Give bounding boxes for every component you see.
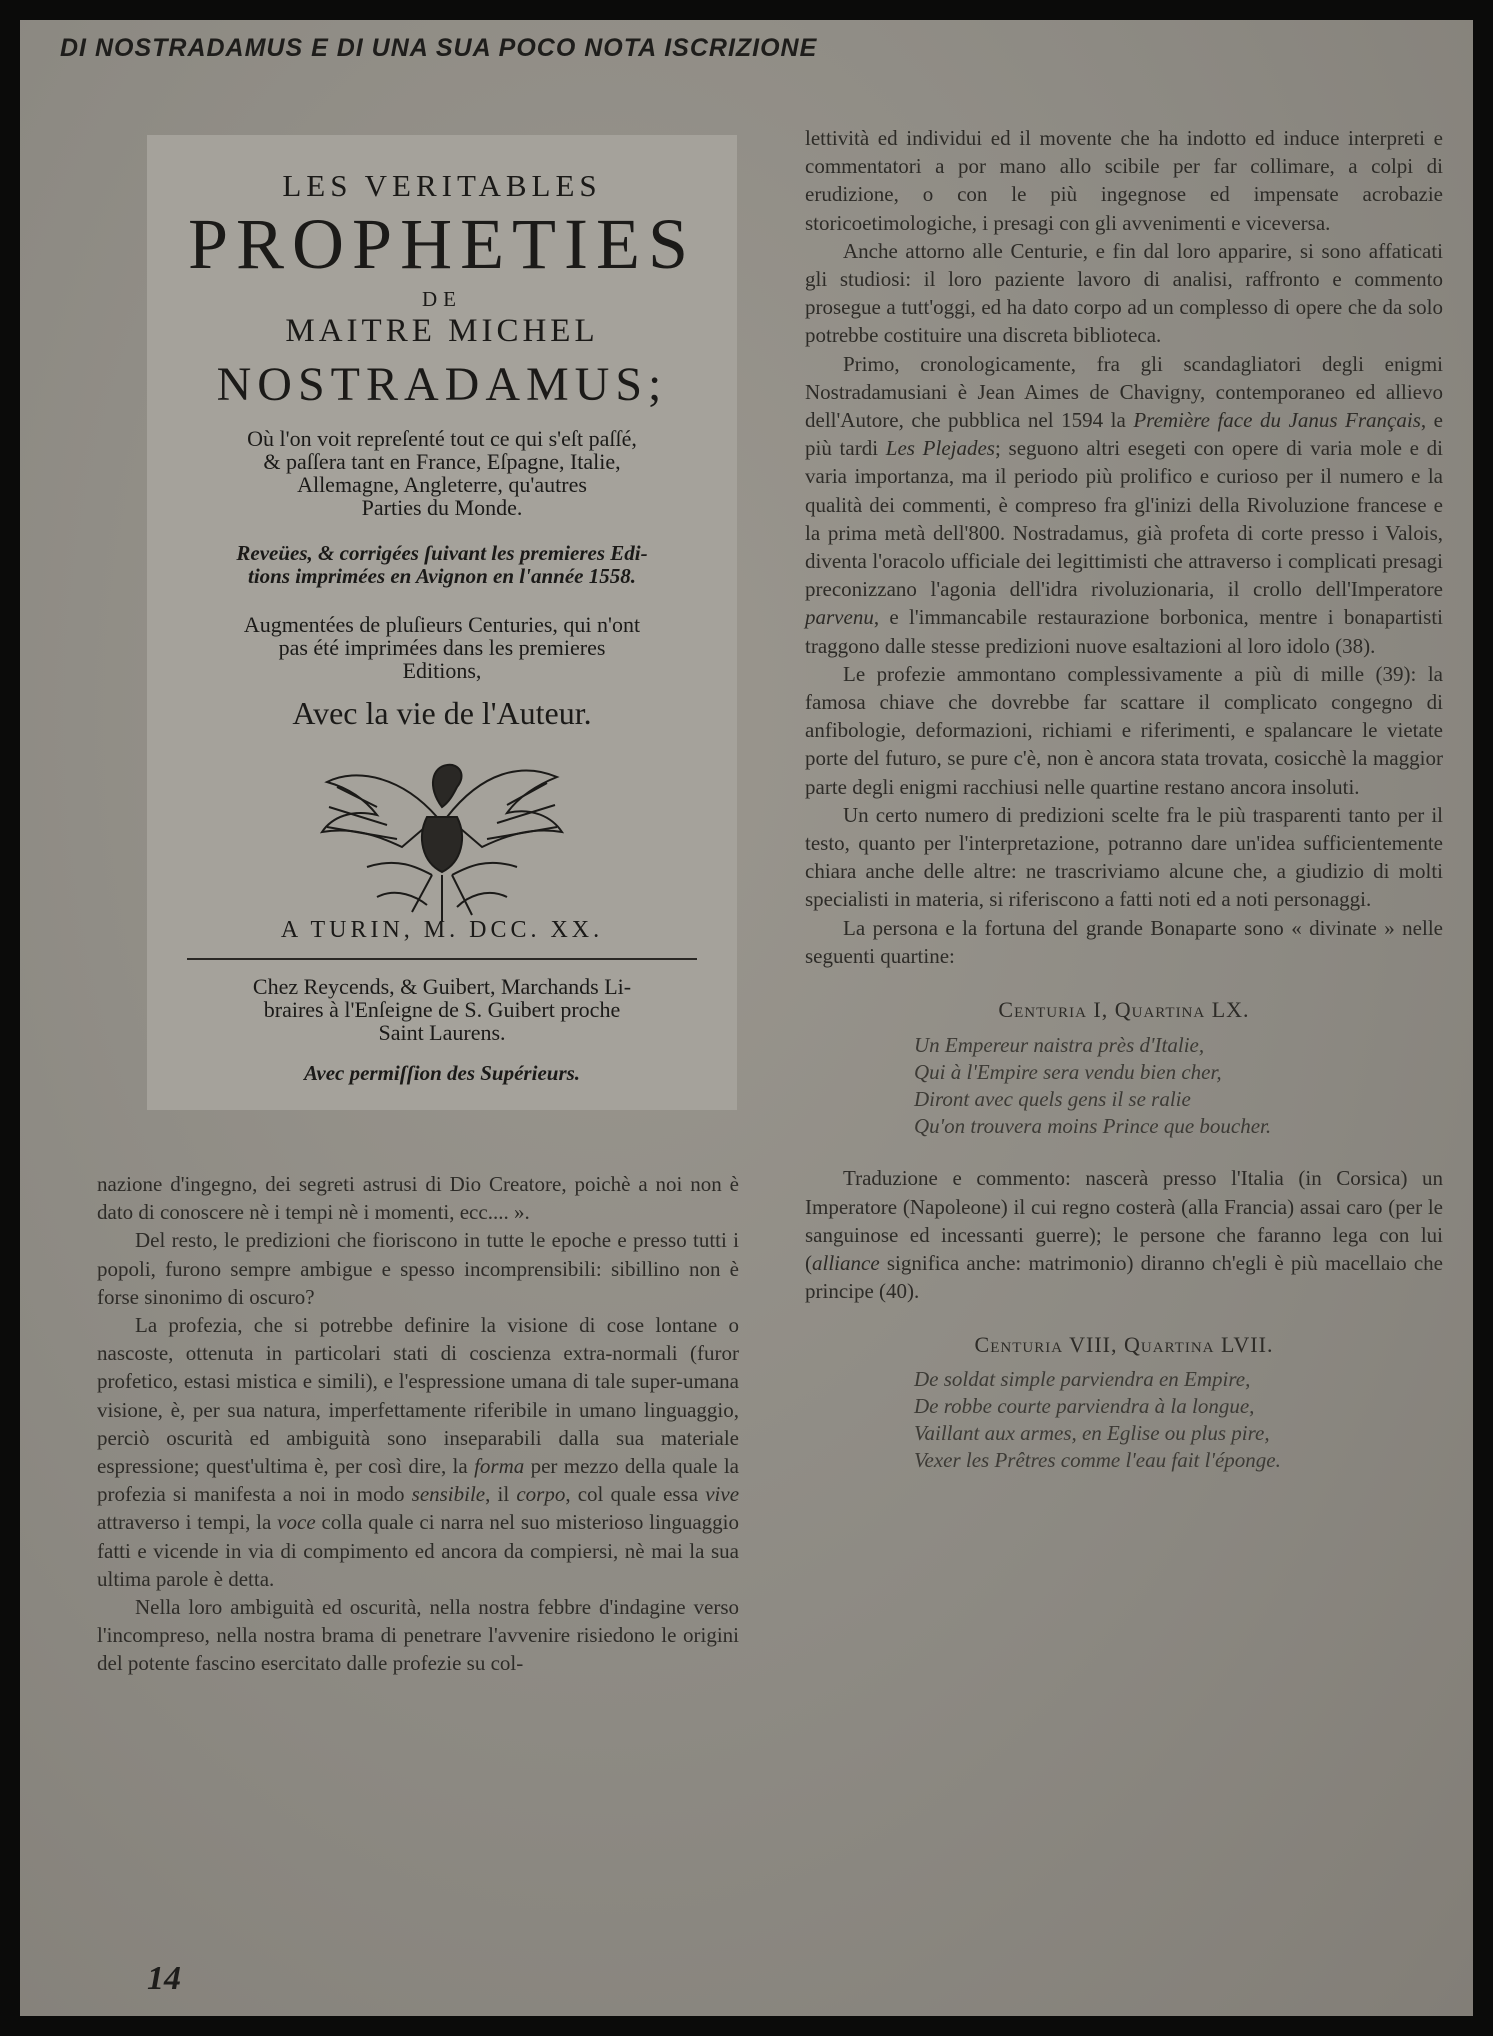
title-page-plate [147, 135, 737, 1110]
plate-publisher-line: Chez Reycends, & Guibert, Marchands Li- [252, 974, 632, 999]
plate-rule [187, 958, 697, 960]
plate-revues [147, 542, 737, 588]
eagle-ornament-icon [307, 747, 577, 937]
plate-revues-line: Reveües, & corrigées ſuivant les premieres Edi- [236, 541, 648, 565]
plate-avec-la-vie: Avec la vie de l'Auteur. [292, 695, 592, 731]
emphasis: Les Plejades [885, 436, 995, 461]
plate-maitre-michel: MAITRE MICHEL [285, 313, 599, 349]
emphasis: sensibile [411, 1482, 486, 1507]
plate-turin: A TURIN, M. DCC. XX. [280, 917, 604, 943]
right-column [805, 124, 1443, 1474]
text-run: Primo, cronologicamente, fra gli scandagliatori degli enigmi Nostradamusiani è Jean Aimes de Chavigny, contemporaneo ed allievo dell'Autore, che pubblica nel 1594 la [805, 351, 1443, 433]
quatrain-line: Vexer les Prêtres comme l'eau fait l'éponge. [914, 1447, 1281, 1472]
emphasis: Première face du Janus Français [1133, 408, 1421, 433]
paragraph: lettività ed individui ed il movente che ha indotto ed induce interpreti e commentatori a por mano allo scibile per far collimare, a colpi di erudizione, o con le più ingegnose ed impensate acrobazie storicoetimologiche, i presagi con gli avvenimenti e viceversa. [805, 126, 1443, 235]
plate-subtitle-line: Allemagne, Angleterre, qu'autres [297, 472, 587, 497]
quatrain-line: De soldat simple parviendra en Empire, [914, 1366, 1251, 1391]
text-run: La profezia, che si potrebbe definire la visione di cose lontane o nascoste, ottenuta in particolari stati di coscienza extra-normali (furor profetico, estasi mistica e simili), e l'espressione umana di tale super-umana visione, è, per sua natura, imperfettamente riferibile in umano linguaggio, perciò oscurità ed ambiguità sono inseparabili dalla sua materiale espressione; quest'ultima è, per così dire, la [97, 1313, 739, 1479]
plate-revues-line: tions imprimées en Avignon en l'année 1558. [248, 564, 636, 588]
text-run: , col quale essa [565, 1482, 706, 1507]
text-run: per mezzo della quale la profezia si manifesta a noi in modo [97, 1454, 739, 1507]
paragraph: Nella loro ambiguità ed oscurità, nella nostra febbre d'indagine verso l'incompreso, nella nostra brama di penetrare l'avvenire risiedono le origini del potente fascino esercitato dalle profezie su col- [97, 1595, 739, 1676]
plate-publisher [147, 975, 737, 1044]
plate-nostradamus: NOSTRADAMUS; [216, 358, 668, 411]
emphasis: corpo [516, 1482, 566, 1507]
paragraph: Anche attorno alle Centurie, e fin dal loro apparire, si sono affaticati gli studiosi: il loro paziente lavoro di analisi, raffronto e commento prosegue a tutt'oggi, ed ha dato corpo ad un complesso di opere che da solo potrebbe costituire una discreta biblioteca. [805, 238, 1443, 348]
quatrain [805, 1032, 1443, 1140]
text-run: colla quale ci narra nel suo misterioso linguaggio fatti e vicende in via di compimento ed ancora da compiersi, nè mai la sua ultima parole è detta. [97, 1510, 739, 1591]
quatrain [805, 1366, 1443, 1474]
quatrain-line: De robbe courte parviendra à la longue, [914, 1393, 1255, 1418]
text-run: , e l'immancabile restaurazione borbonica, mentre i bonapartisti traggono dalle stesse predizioni nuove esaltazioni al loro idolo (38). [805, 605, 1443, 658]
left-column [97, 1170, 739, 1678]
book-page [20, 20, 1473, 2016]
quatrain-line: Diront avec quels gens il se ralie [914, 1087, 1191, 1112]
quatrain-line: Un Empereur naistra près d'Italie, [914, 1033, 1205, 1058]
plate-permission: Avec permiſſion des Supérieurs. [303, 1061, 581, 1085]
quatrain-line: Qui à l'Empire sera vendu bien cher, [914, 1060, 1222, 1085]
plate-publisher-line: braires à l'Enſeigne de S. Guibert proche [263, 997, 621, 1022]
plate-augmentees-line: Editions, [402, 658, 482, 683]
quatrain-heading: Centuria I, Quartina LX. [998, 997, 1250, 1023]
paragraph: Un certo numero di predizioni scelte fra le più trasparenti tanto per il testo, quanto per l'interpretazione, potranno dare un'idea sufficientemente chiara anche delle altre: ne trascriviamo alcune che, a giudizio di molti specialisti in materia, si riferiscono a fatti noti ed a noti personaggi. [805, 802, 1443, 912]
plate-augmentees-line: Augmentées de pluſieurs Centuries, qui n'ont [243, 612, 641, 637]
text-run: , e più tardi [805, 408, 1444, 461]
plate-augmentees-line: pas été imprimées dans les premieres [278, 635, 606, 660]
emphasis: forma [474, 1454, 525, 1479]
plate-augmentees [147, 613, 737, 682]
paragraph: nazione d'ingegno, dei segreti astrusi di Dio Creatore, poichè a noi non è dato di conoscere nè i tempi nè i momenti, ecc.... ». [97, 1172, 739, 1225]
text-run: Traduzione e commento: nascerà presso l'Italia (in Corsica) un Imperatore (Napoleone) il cui regno costerà (alla Francia) assai caro (per le sanguinose ed incessanti guerre); le persone che faranno lega con lui ( [805, 1166, 1443, 1275]
plate-subtitle [147, 427, 737, 519]
plate-subtitle-line: & paſſera tant en France, Eſpagne, Italie, [263, 449, 621, 474]
emphasis: parvenu [805, 605, 874, 630]
emphasis: alliance [812, 1250, 880, 1275]
text-run: , il [485, 1482, 517, 1507]
paragraph [805, 350, 1443, 660]
plate-subtitle-line: Parties du Monde. [361, 495, 523, 520]
text-run: significa anche: matrimonio) diranno ch'egli è più macellaio che principe (40). [805, 1250, 1443, 1304]
plate-subtitle-line: Où l'on voit repreſenté tout ce qui s'eſt paſſé, [247, 426, 637, 451]
plate-publisher-line: Saint Laurens. [378, 1020, 506, 1045]
text-run: ; seguono altri esegeti con opere di varia mole e di varia importanza, ma il periodo più prolifico e curioso per il numero e la qualità dei commenti, è compreso fra gl'inizi della Rivoluzione francese e la prima metà dell'800. Nostradamus, già profeta di corte presso i Valois, diventa l'oracolo ufficiale dei legittimisti che attraverso i complicati presagi preconizzano l'agonia dell'idra rivoluzionaria, il crollo dell'Imperatore [805, 436, 1443, 602]
page-number: 14 [147, 1960, 181, 1997]
paragraph [97, 1311, 739, 1593]
paragraph: Le profezie ammontano complessivamente a più di mille (39): la famosa chiave che dovrebbe far scattare il complicato congegno di anfibologie, deformazioni, richiami e riferimenti, e spalancare le vietate porte del futuro, se pure c'è, non è ancora stata trovata, cosicchè la maggior parte degli enigmi racchiusi nelle quartine restano ancora insoluti. [805, 661, 1443, 799]
paragraph: La persona e la fortuna del grande Bonaparte sono « divinate » nelle seguenti quartine: [805, 915, 1443, 968]
quatrain-line: Vaillant aux armes, en Eglise ou plus pire, [914, 1420, 1270, 1445]
emphasis: voce [277, 1510, 316, 1535]
paragraph: Del resto, le predizioni che fioriscono in tutte le epoche e presso tutti i popoli, furono sempre ambigue e spesso incomprensibili: sibillino non è forse sinonimo di oscuro? [97, 1228, 739, 1309]
quatrain-heading: Centuria VIII, Quartina LVII. [974, 1332, 1274, 1358]
quatrain-line: Qu'on trouvera moins Prince que boucher. [914, 1114, 1272, 1139]
plate-propheties: PROPHETIES [187, 204, 697, 284]
plate-les-veritables: LES VERITABLES [282, 168, 602, 203]
plate-de: DE [422, 287, 462, 311]
emphasis: vive [705, 1482, 740, 1507]
running-header: DI NOSTRADAMUS E DI UNA SUA POCO NOTA ISCRIZIONE [60, 34, 818, 62]
text-run: attraverso i tempi, la [97, 1510, 278, 1535]
paragraph [805, 1164, 1443, 1305]
